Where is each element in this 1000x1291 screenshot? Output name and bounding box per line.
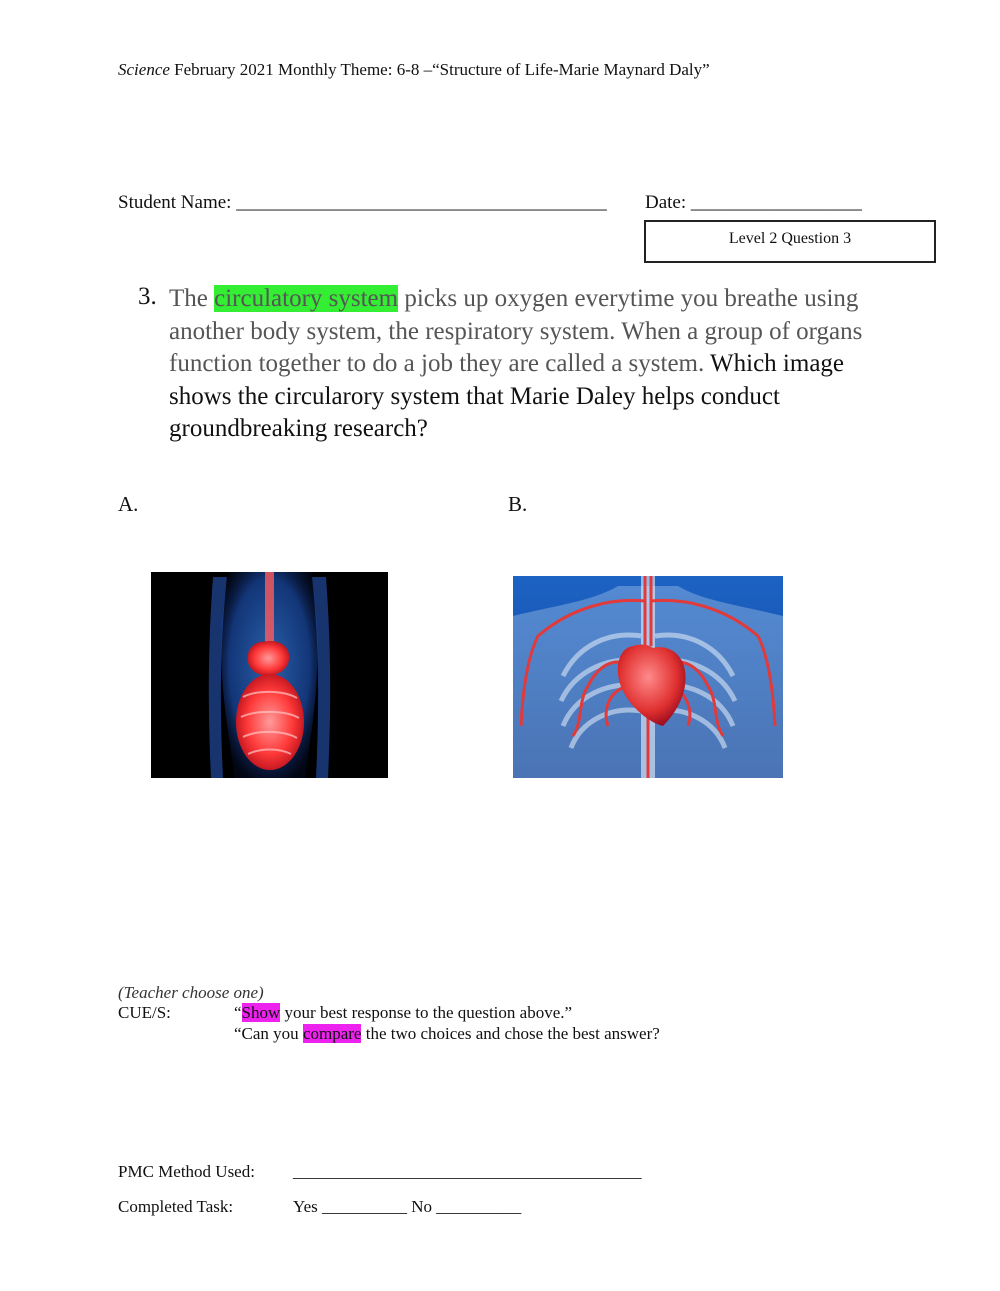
cue-1-open: “ [234,1003,242,1022]
level-question-box: Level 2 Question 3 [644,220,936,263]
digestive-system-illustration [151,572,388,778]
header-theme: February 2021 Monthly Theme: 6-8 –“Structure of Life-Marie Maynard Daly” [169,60,710,79]
cue-2-rest: the two choices and chose the best answer? [361,1024,660,1043]
cue-1-highlight: Show [241,1003,281,1022]
question-highlight: circulatory system [214,285,399,312]
header-subject: Science [118,60,170,79]
option-a-image[interactable] [151,572,388,778]
date-field[interactable]: __________________ [690,192,862,213]
completed-yes-field[interactable]: Yes __________ [293,1197,407,1216]
student-name-label: Student Name: [118,192,237,213]
completed-task-options [293,1197,521,1217]
option-a-label: A. [118,492,139,516]
pmc-method-label: PMC Method Used: [118,1162,255,1181]
option-b-image[interactable] [513,576,783,778]
option-b-label: B. [508,492,528,516]
cues-label: CUE/S: [118,1003,171,1022]
question-part1: The [169,285,215,312]
student-name-field[interactable]: _______________________________________ [236,192,607,213]
date-row [645,192,862,214]
cue-1 [234,1003,572,1023]
completed-no-field[interactable]: No __________ [411,1197,522,1216]
cue-2-open: “Can you [234,1024,303,1043]
student-name-row [118,192,607,214]
question-text [169,283,889,446]
pmc-method-field[interactable]: _________________________________________ [293,1162,642,1181]
date-label: Date: [645,192,691,213]
question-part2: picks up oxygen everytime you breathe using another body system, the respiratory system. When a group of organs function together to do a job they are called a system. [169,285,863,377]
circulatory-system-illustration [513,576,783,778]
question-number: 3. [138,283,157,310]
cue-2-highlight: compare [302,1024,362,1043]
question-part3: Which image shows the circularory system that Marie Daley helps conduct groundbreaking research? [169,350,845,442]
page-header [118,60,710,80]
cue-2 [234,1024,660,1044]
cue-1-rest: your best response to the question above.” [280,1003,573,1022]
completed-task-label: Completed Task: [118,1197,234,1216]
teacher-note: (Teacher choose one) [118,983,264,1002]
